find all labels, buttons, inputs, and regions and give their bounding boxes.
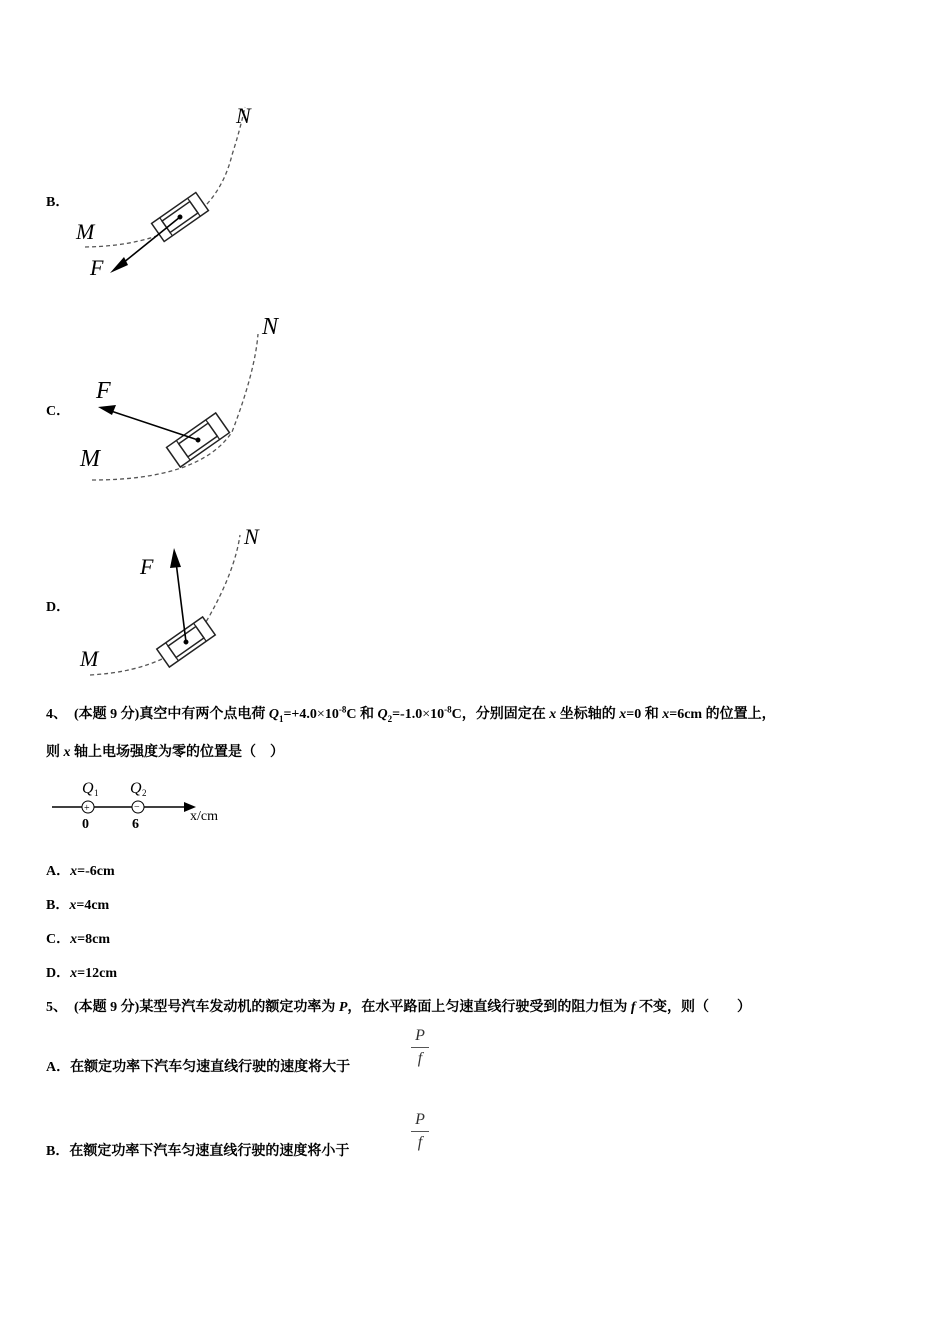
q2-label: Q <box>130 780 142 797</box>
q5-option-b-fraction: P f <box>411 1111 429 1152</box>
axis-label: x/cm <box>190 809 218 824</box>
q4-option-a[interactable]: A．x=-6cm <box>46 864 115 879</box>
q5-points: (本题 9 分) <box>74 1000 140 1015</box>
q1-label: Q <box>82 780 94 797</box>
force-arrowhead <box>98 405 116 415</box>
q4-points: (本题 9 分) <box>74 707 140 722</box>
label-m: M <box>80 446 100 472</box>
tick-6: 6 <box>132 817 139 832</box>
force-arrow <box>108 410 198 440</box>
q3-option-d-label: D． <box>46 600 71 615</box>
svg-text:+: + <box>84 803 90 814</box>
q4-stem-line2: 则 x 轴上电场强度为零的位置是（ ） <box>46 745 284 760</box>
q3-option-c-label: C． <box>46 404 71 419</box>
q3-option-b-figure <box>70 95 290 285</box>
svg-text:−: − <box>134 802 140 813</box>
label-m: M <box>80 646 99 671</box>
label-f: F <box>90 255 104 280</box>
label-n: N <box>244 524 259 549</box>
tick-0: 0 <box>82 817 89 832</box>
q2-label-sub: 2 <box>142 788 147 798</box>
label-m: M <box>76 219 95 244</box>
label-f: F <box>140 554 154 579</box>
q4-option-b[interactable]: B．x=4cm <box>46 898 110 913</box>
label-n: N <box>236 103 251 128</box>
q4-axis-figure <box>50 775 240 835</box>
q5-number: 5、 <box>46 1000 67 1015</box>
q3-option-d-figure <box>70 520 290 680</box>
q5-stem: 5、 (本题 9 分)某型号汽车发动机的额定功率为 P，在水平路面上匀速直线行驶受到的阻力恒为 f 不变，则（ ） <box>46 1000 752 1015</box>
q5-option-a-fraction: P f <box>411 1027 429 1068</box>
force-arrowhead <box>170 548 181 568</box>
force-arrow <box>176 562 186 642</box>
label-n: N <box>262 314 279 340</box>
q3-option-c-figure <box>70 312 310 492</box>
label-f: F <box>96 378 111 404</box>
q4-number: 4、 <box>46 707 67 722</box>
q1-label-sub: 1 <box>94 788 99 798</box>
force-arrow <box>118 217 180 267</box>
q4-stem-line1: 4、 (本题 9 分)真空中有两个点电荷 $Q_1=+4.0\times 10^{-8}C$ 和 $Q_2=-1.0\times 10^{-8}C$，分别固定在 x 坐标轴的 x=0 和 x=6cm 的位置上， <box>46 704 776 724</box>
q5-option-a[interactable]: A．在额定功率下汽车匀速直线行驶的速度将大于 <box>46 1060 351 1075</box>
force-arrowhead <box>110 257 128 273</box>
q3-option-b-label: B． <box>46 195 70 210</box>
q4-option-d[interactable]: D．x=12cm <box>46 966 117 981</box>
q5-option-b[interactable]: B．在额定功率下汽车匀速直线行驶的速度将小于 <box>46 1144 350 1159</box>
q4-option-c[interactable]: C．x=8cm <box>46 932 110 947</box>
